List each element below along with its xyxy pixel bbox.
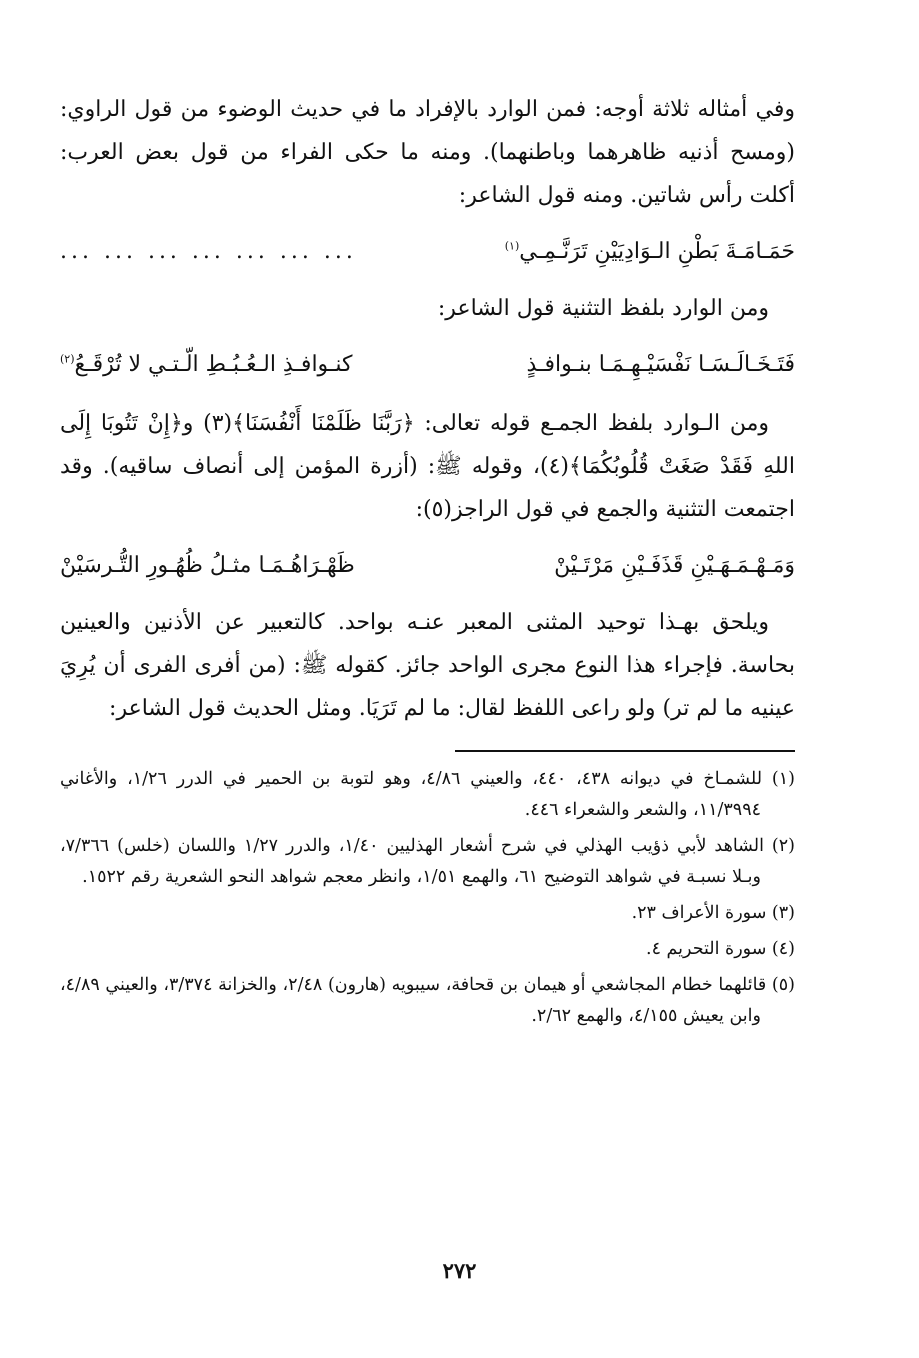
verse-2-second-hemistich: كنـوافـذِ الـعُـبُـطِ الّـتـي لا تُرْقَـعُ$^{(٢)}$: [60, 352, 353, 377]
footnote-4: (٤) سورة التحريم ٤.: [645, 939, 795, 959]
paragraph-1: وفي أمثاله ثلاثة أوجه: فمن الوارد بالإفراد ما في حديث الوضوء من قول الراوي: (ومسح أذنيه ظاهرهما وباطنهما). ومنه ما حكى الفراء من قول بعض العرب: أكلت رأس شاتين. ومنه قول الشاعر:: [60, 97, 795, 208]
verse-3-second-hemistich: ظَهْـرَاهُـمَـا مثـلُ ظُهُـورِ التُّـرسَيْنْ: [60, 553, 355, 578]
footnotes: [60, 764, 795, 1032]
verse-2: [60, 350, 795, 380]
footnote-separator: [455, 750, 795, 752]
verse-3-first-hemistich: وَمَـهْـمَـهَـيْنِ قَذَفَـيْنِ مَرْتَـيْنْ: [554, 553, 795, 578]
verse-1: [60, 237, 795, 267]
footnote-5: (٥) قائلهما خطام المجاشعي أو هيمان بن قحافة، سيبويه (هارون) ٢/٤٨، والخزانة ٣/٣٧٤، والعيني ٤/٨٩، وابن يعيش ٤/١٥٥، والهمع ٢/٦٢.: [60, 975, 795, 1026]
paragraph-3: ومن الـوارد بلفظ الجمـع قوله تعالى: ﴿رَبَّنَا ظَلَمْنَا أَنْفُسَنَا﴾(٣) و﴿إِنْ تَتُوبَا إِلَى اللهِ فَقَدْ صَغَتْ قُلُوبُكُمَا﴾(٤)، وقوله ﷺ: (أزرة المؤمن إلى أنصاف ساقيه). وقد اجتمعت التثنية والجمع في قول الراجز(٥):: [60, 411, 795, 522]
verse-2-first-hemistich: فَتَـخَـالَـسَـا نَفْسَيْـهِـمَـا بنـوافـذٍ: [526, 352, 795, 377]
footnote-ref-1: (١): [504, 239, 520, 253]
verse-1-ellipsis: ... ... ... ... ... ... ...: [60, 239, 357, 264]
verse-1-first-hemistich: حَمَـامَـةَ بَطْنِ الـوَادِيَيْنِ تَرَنَّـمِـي$^{(١)}$: [504, 239, 795, 264]
page-body: [60, 88, 795, 1037]
page-number: ٢٧٢: [442, 1258, 477, 1283]
footnote-3: (٣) سورة الأعراف ٢٣.: [631, 903, 795, 923]
main-text: [60, 88, 795, 730]
footnote-ref-2: (٢): [60, 352, 75, 366]
footnote-separator-wrap: [60, 730, 795, 764]
paragraph-2: ومن الوارد بلفظ التثنية قول الشاعر:: [437, 296, 769, 321]
footnote-1: (١) للشمـاخ في ديوانه ٤٣٨، ٤٤٠، والعيني ٤/٨٦، وهو لتوبة بن الحمير في الدرر ١/٢٦، والأغاني ١١/٣٩٩٤، والشعر والشعراء ٤٤٦.: [60, 769, 795, 820]
verse-3: [60, 551, 795, 581]
paragraph-4: ويلحق بهـذا توحيد المثنى المعبر عنـه بواحد. كالتعبير عن الأذنين والعينين بحاسة. فإجراء هذا النوع مجرى الواحد جائز. كقوله ﷺ: (من أفرى الفرى أن يُرِيَ عينيه ما لم تر) ولو راعى اللفظ لقال: ما لم تَرَيَا. ومثل الحديث قول الشاعر:: [60, 610, 795, 721]
footnote-2: (٢) الشاهد لأبي ذؤيب الهذلي في شرح أشعار الهذليين ١/٤٠، والدرر ١/٢٧ واللسان (خلس) ٧/٣٦٦، وبـلا نسبـة في شواهد التوضيح ٦١، والهمع ١/٥١، وانظر معجم شواهد النحو الشعرية رقم ١٥٢٢.: [60, 836, 795, 887]
